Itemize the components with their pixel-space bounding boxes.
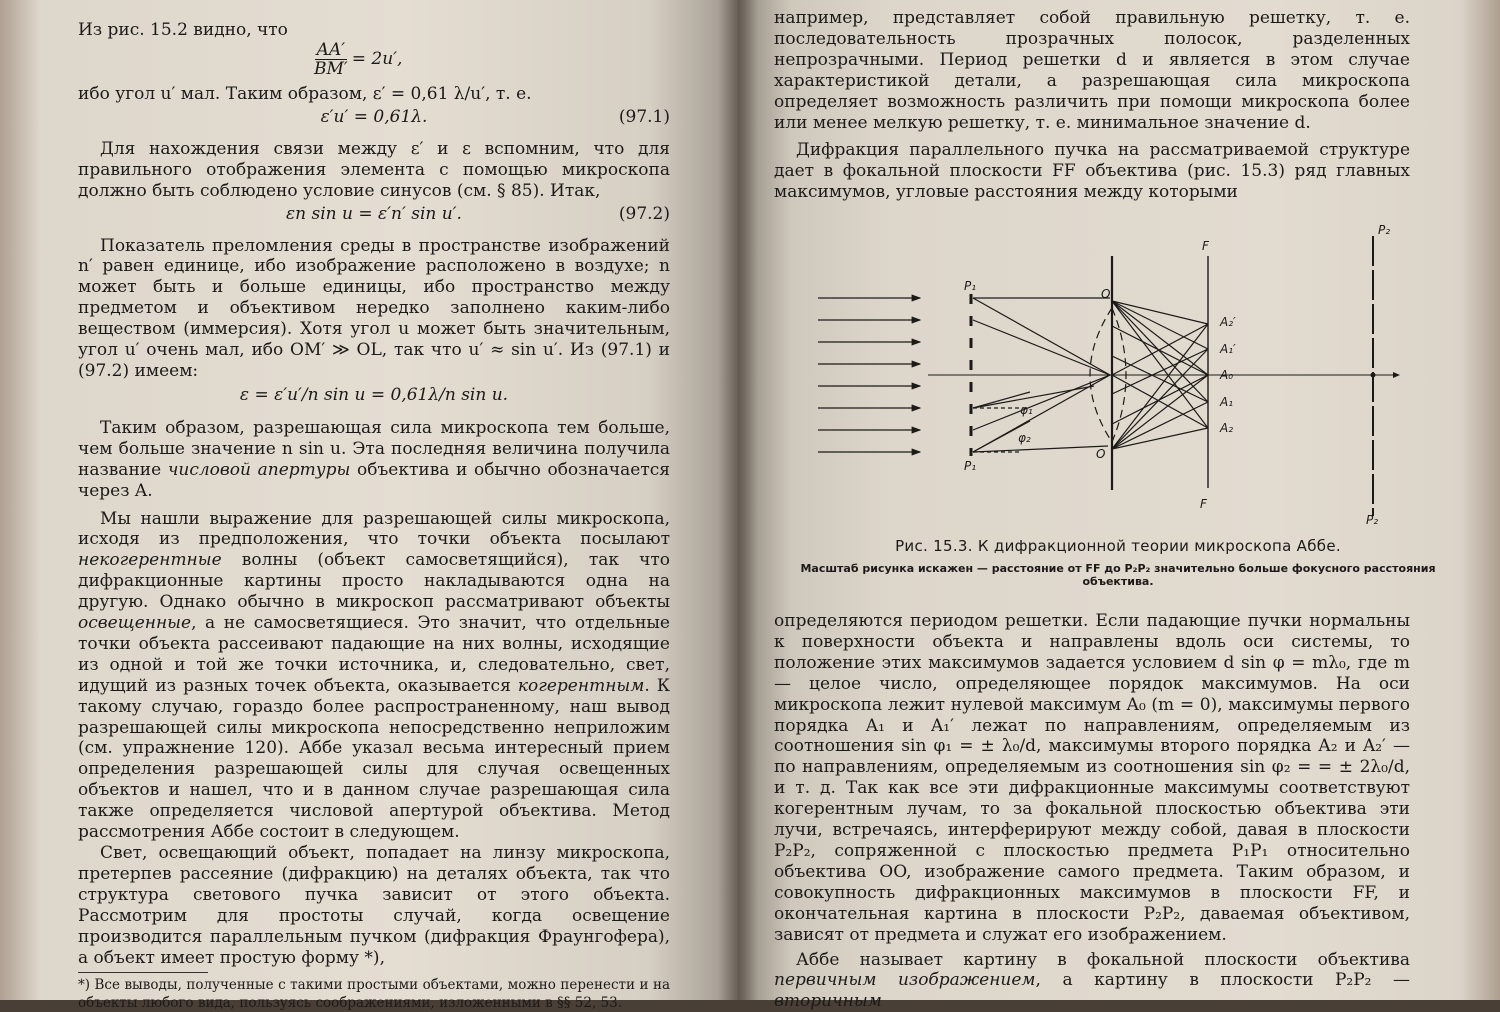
book-gutter — [718, 0, 758, 1000]
equation-formula: ε = ε′u′/n sin u = 0,61λ/n sin u. — [78, 385, 670, 406]
equation-aperture — [78, 385, 670, 411]
label-p2-top: P₂ — [1378, 223, 1390, 237]
footnote: *) Все выводы, полученные с такими простыми объектами, можно перенести и на объекты любого вида, пользуясь соображениями, изложенными в §§ 52, 53. — [78, 977, 670, 1012]
equation-formula: εn sin u = ε′n′ sin u′. — [78, 204, 670, 225]
label-f-bottom: F — [1200, 497, 1208, 511]
label-p1-top: P₁ — [964, 279, 976, 293]
left-page-text — [78, 20, 670, 1012]
label-phi2: φ₂ — [1018, 431, 1031, 445]
equation-formula: ε′u′ = 0,61λ. — [78, 107, 670, 128]
abbe-diffraction-figure — [768, 216, 1468, 534]
label-a1-prime: A₁′ — [1219, 342, 1236, 356]
paragraph: Таким образом, разрешающая сила микроскопа тем больше, чем больше значение n sin u. Эта последняя величина получила название числовой апертуры объектива и обычно обозначается через A. — [78, 418, 670, 502]
equation-number: (97.2) — [619, 204, 670, 225]
label-o-top: O — [1101, 287, 1110, 301]
paragraph: Свет, освещающий объект, попадает на линзу микроскопа, претерпев рассеяние (дифракцию) на деталях объекта, так что структура светового пучка зависит от этого объекта. Рассмотрим для простоты случай, когда освещение производится параллельным пучком (дифракция Фраунгофера), а объект имеет простую форму *), — [78, 843, 670, 968]
label-a1: A₁ — [1219, 395, 1233, 409]
paragraph: например, представляет собой правильную решетку, т. е. последовательность прозрачных полосок, разделенных непрозрачными. Период решетки d и является в этом случае характеристикой детали, а разрешающая сила микроскопа определяет возможность различить при помощи микроскопа более или менее мелкую решетку, т. е. минимальное значение d. — [774, 8, 1410, 133]
right-page — [738, 0, 1500, 1000]
paragraph: Дифракция параллельного пучка на рассматриваемой структуре дает в фокальной плоскости FF объектива (рис. 15.3) ряд главных максимумов, угловые расстояния между которыми — [774, 140, 1410, 203]
equation-fraction — [78, 41, 670, 78]
equation-97-1 — [78, 107, 670, 133]
left-page — [0, 0, 738, 1000]
label-o-bottom: O — [1096, 447, 1105, 461]
label-p1-bottom: P₁ — [964, 459, 976, 473]
label-f-top: F — [1202, 239, 1210, 253]
paragraph: Для нахождения связи между ε′ и ε вспомним, что для правильного отображения элемента с помощью микроскопа должно быть соблюдено условие синусов (см. § 85). Итак, — [78, 139, 670, 202]
label-a2-prime: A₂′ — [1219, 315, 1236, 329]
label-a0: A₀ — [1219, 368, 1233, 382]
label-phi1: φ₁ — [1020, 403, 1033, 417]
fraction-numerator: AA′ — [315, 41, 347, 60]
paragraph-line: ибо угол u′ мал. Таким образом, ε′ = 0,61 λ/u′, т. е. — [78, 84, 670, 105]
paragraph: определяются периодом решетки. Если падающие пучки нормальны к поверхности объекта и направлены вдоль оси системы, то положение этих максимумов задается условием d sin φ = mλ₀, где m — целое число, определяющее порядок максимумов. На оси микроскопа лежит нулевой максимум A₀ (m = 0), максимумы первого порядка A₁ и A₁′ лежат по направлениям, определяемым из соотношения sin φ₁ = ± λ₀/d, максимумы второго порядка A₂ и A₂′ — по направлениям, определяемым из соотношения sin φ₂ = = ± 2λ₀/d, и т. д. Так как все эти дифракционные максимумы соответствуют когерентным лучам, то за фокальной плоскостью объектива эти лучи, встречаясь, интерферируют между собой, давая в плоскости P₂P₂, сопряженной с плоскостью предмета P₁P₁ относительно объектива OO, изображение самого предмета. Таким образом, и совокупность дифракционных максимумов в плоскости FF, и окончательная картина в плоскости P₂P₂, даваемая объективом, зависят от предмета и служат его изображением. — [774, 611, 1410, 946]
figure-caption: Рис. 15.3. К дифракционной теории микроскопа Аббе. — [768, 537, 1468, 555]
equation-97-2 — [78, 204, 670, 230]
paragraph: Аббе называет картину в фокальной плоскости объектива первичным изображением, а картину в плоскости P₂P₂ — вторичным — [774, 950, 1410, 1012]
fraction-denominator: BM′ — [314, 60, 348, 78]
paragraph: Мы нашли выражение для разрешающей силы микроскопа, исходя из предположения, что точки объекта посылают некогерентные волны (объект самосветящийся), так что дифракционные картины просто накладываются одна на другую. Однако обычно в микроскоп рассматривают объекты освещенные, а не самосветящиеся. Это значит, что отдельные точки объекта рассеивают падающие на них волны, исходящие из одной и той же точки источника, и, следовательно, свет, идущий из разных точек объекта, оказывается когерентным. К такому случаю, гораздо более распространенному, наш вывод разрешающей силы микроскопа непосредственно неприложим (см. упражнение 120). Аббе указал весьма интересный прием определения разрешающей силы для случая освещенных объектов и нашел, что и в данном случае разрешающая сила также определяется числовой апертурой объектива. Метод рассмотрения Аббе состоит в следующем. — [78, 509, 670, 844]
label-p2-bottom: P₂ — [1366, 513, 1378, 527]
right-page-bottom-text — [774, 611, 1410, 1012]
equation-number: (97.1) — [619, 107, 670, 128]
paragraph-intro: Из рис. 15.2 видно, что — [78, 20, 670, 41]
paragraph: Показатель преломления среды в пространстве изображений n′ равен единице, ибо изображение расположено в воздухе; n может быть и больше единицы, ибо пространство между предметом и объективом нередко заполнено каким-либо веществом (иммерсия). Хотя угол u может быть значительным, угол u′ очень мал, ибо OM′ ≫ OL, так что u′ ≈ sin u′. Из (97.1) и (97.2) имеем: — [78, 236, 670, 382]
footnote-rule — [78, 972, 208, 973]
fraction-rest: = 2u′, — [352, 49, 403, 70]
figure-caption-note: Масштаб рисунка искажен — расстояние от FF до P₂P₂ значительно больше фокусного расстояния объектива. — [768, 562, 1468, 588]
right-page-top-text — [774, 8, 1410, 203]
label-a2: A₂ — [1219, 421, 1233, 435]
